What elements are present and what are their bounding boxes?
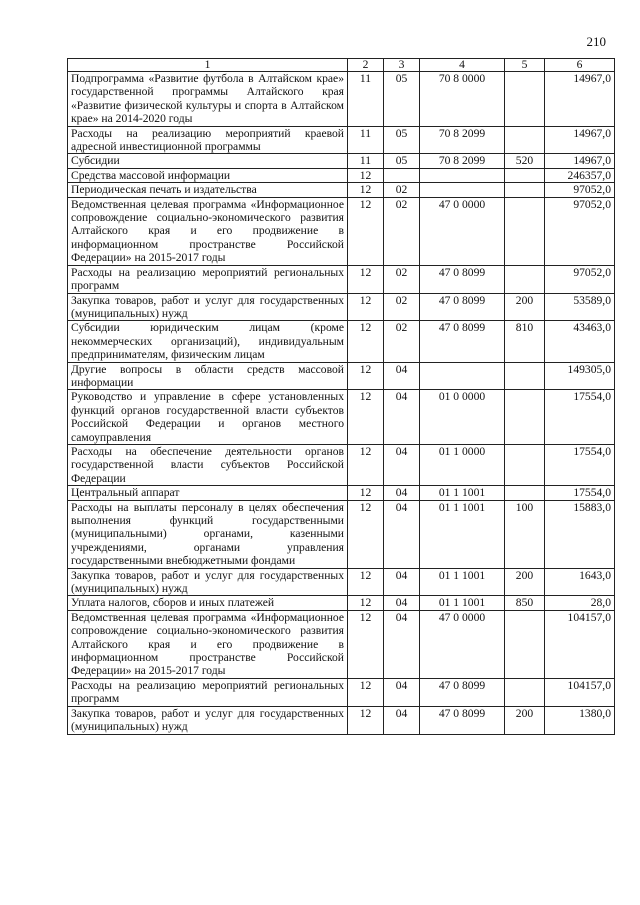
subsection-code: 04 xyxy=(384,500,420,568)
target-article-code: 47 0 8099 xyxy=(420,678,505,706)
subsection-code: 04 xyxy=(384,362,420,390)
section-code: 11 xyxy=(348,154,384,168)
expense-type-code xyxy=(505,362,545,390)
expense-name: Центральный аппарат xyxy=(68,486,348,500)
target-article-code: 47 0 8099 xyxy=(420,706,505,734)
column-header: 4 xyxy=(420,59,505,72)
expense-type-code: 100 xyxy=(505,500,545,568)
target-article-code: 47 0 8099 xyxy=(420,293,505,321)
amount: 17554,0 xyxy=(545,444,615,485)
subsection-code: 02 xyxy=(384,265,420,293)
subsection-code: 02 xyxy=(384,183,420,197)
expense-name: Расходы на реализацию мероприятий региональных программ xyxy=(68,265,348,293)
table-row xyxy=(68,568,615,596)
expense-name: Ведомственная целевая программа «Информационное сопровождение социально-экономического развития Алтайского края и его продвижение в информационном пространстве Российской Федерации» на 2015-2017 годы xyxy=(68,197,348,265)
expense-name: Закупка товаров, работ и услуг для государственных (муниципальных) нужд xyxy=(68,706,348,734)
section-code: 12 xyxy=(348,596,384,610)
expense-type-code: 520 xyxy=(505,154,545,168)
amount: 14967,0 xyxy=(545,154,615,168)
target-article-code xyxy=(420,362,505,390)
expense-type-code: 850 xyxy=(505,596,545,610)
expense-type-code: 810 xyxy=(505,321,545,362)
subsection-code: 02 xyxy=(384,197,420,265)
subsection-code: 02 xyxy=(384,321,420,362)
expense-name: Ведомственная целевая программа «Информационное сопровождение социально-экономического развития Алтайского края и его продвижение в информационном пространстве Российской Федерации» на 2015-2017 годы xyxy=(68,610,348,678)
expense-type-code xyxy=(505,678,545,706)
amount: 17554,0 xyxy=(545,486,615,500)
expense-type-code: 200 xyxy=(505,293,545,321)
section-code: 12 xyxy=(348,706,384,734)
table-row xyxy=(68,293,615,321)
section-code: 11 xyxy=(348,72,384,127)
amount: 1643,0 xyxy=(545,568,615,596)
expense-type-code xyxy=(505,168,545,182)
target-article-code: 47 0 0000 xyxy=(420,610,505,678)
target-article-code: 01 1 1001 xyxy=(420,500,505,568)
subsection-code: 05 xyxy=(384,126,420,154)
amount: 246357,0 xyxy=(545,168,615,182)
expense-name: Закупка товаров, работ и услуг для государственных (муниципальных) нужд xyxy=(68,293,348,321)
table-body xyxy=(68,72,615,735)
target-article-code: 70 8 2099 xyxy=(420,126,505,154)
table-row xyxy=(68,265,615,293)
column-header: 6 xyxy=(545,59,615,72)
expense-name: Руководство и управление в сфере установленных функций органов государственной власти субъектов Российской Федерации и органов местного самоуправления xyxy=(68,390,348,445)
amount: 14967,0 xyxy=(545,72,615,127)
subsection-code: 04 xyxy=(384,678,420,706)
table-row xyxy=(68,183,615,197)
section-code: 12 xyxy=(348,168,384,182)
expense-name: Подпрограмма «Развитие футбола в Алтайском крае» государственной программы Алтайского края «Развитие физической культуры и спорта в Алтайском крае» на 2014-2020 годы xyxy=(68,72,348,127)
expense-type-code xyxy=(505,610,545,678)
expense-name: Расходы на выплаты персоналу в целях обеспечения выполнения функций государственными (муниципальными) органами, казенными учреждениями, органами управления государственными внебюджетными фондами xyxy=(68,500,348,568)
subsection-code xyxy=(384,168,420,182)
subsection-code: 05 xyxy=(384,72,420,127)
amount: 15883,0 xyxy=(545,500,615,568)
expense-type-code xyxy=(505,265,545,293)
expense-type-code xyxy=(505,72,545,127)
section-code: 12 xyxy=(348,390,384,445)
amount: 104157,0 xyxy=(545,678,615,706)
amount: 97052,0 xyxy=(545,265,615,293)
table-row xyxy=(68,706,615,734)
column-header: 1 xyxy=(68,59,348,72)
amount: 14967,0 xyxy=(545,126,615,154)
expense-name: Расходы на обеспечение деятельности органов государственной власти субъектов Российской Федерации xyxy=(68,444,348,485)
expense-name: Расходы на реализацию мероприятий краевой адресной инвестиционной программы xyxy=(68,126,348,154)
page-number: 210 xyxy=(586,34,606,49)
table-row xyxy=(68,72,615,127)
expense-name: Средства массовой информации xyxy=(68,168,348,182)
target-article-code xyxy=(420,168,505,182)
section-code: 12 xyxy=(348,293,384,321)
subsection-code: 04 xyxy=(384,706,420,734)
expense-type-code xyxy=(505,486,545,500)
expense-type-code xyxy=(505,197,545,265)
subsection-code: 04 xyxy=(384,568,420,596)
expense-type-code: 200 xyxy=(505,568,545,596)
expense-name: Периодическая печать и издательства xyxy=(68,183,348,197)
subsection-code: 04 xyxy=(384,610,420,678)
section-code: 12 xyxy=(348,183,384,197)
table-row xyxy=(68,197,615,265)
table-row xyxy=(68,168,615,182)
column-header: 3 xyxy=(384,59,420,72)
target-article-code: 47 0 0000 xyxy=(420,197,505,265)
subsection-code: 04 xyxy=(384,486,420,500)
expense-name: Уплата налогов, сборов и иных платежей xyxy=(68,596,348,610)
subsection-code: 05 xyxy=(384,154,420,168)
table-row xyxy=(68,678,615,706)
expense-type-code: 200 xyxy=(505,706,545,734)
table-row xyxy=(68,596,615,610)
table-row xyxy=(68,154,615,168)
table-row xyxy=(68,390,615,445)
target-article-code: 01 1 1001 xyxy=(420,568,505,596)
amount: 17554,0 xyxy=(545,390,615,445)
expense-name: Расходы на реализацию мероприятий региональных программ xyxy=(68,678,348,706)
target-article-code: 70 8 0000 xyxy=(420,72,505,127)
subsection-code: 04 xyxy=(384,444,420,485)
target-article-code: 01 0 0000 xyxy=(420,390,505,445)
amount: 43463,0 xyxy=(545,321,615,362)
expense-name: Субсидии xyxy=(68,154,348,168)
table-row xyxy=(68,500,615,568)
section-code: 12 xyxy=(348,568,384,596)
target-article-code: 70 8 2099 xyxy=(420,154,505,168)
section-code: 12 xyxy=(348,500,384,568)
amount: 1380,0 xyxy=(545,706,615,734)
section-code: 12 xyxy=(348,197,384,265)
expense-name: Закупка товаров, работ и услуг для государственных (муниципальных) нужд xyxy=(68,568,348,596)
target-article-code: 01 1 0000 xyxy=(420,444,505,485)
subsection-code: 04 xyxy=(384,596,420,610)
expense-type-code xyxy=(505,183,545,197)
section-code: 12 xyxy=(348,610,384,678)
column-header-row xyxy=(68,59,615,72)
subsection-code: 04 xyxy=(384,390,420,445)
expense-type-code xyxy=(505,126,545,154)
target-article-code: 01 1 1001 xyxy=(420,596,505,610)
section-code: 12 xyxy=(348,362,384,390)
column-header: 5 xyxy=(505,59,545,72)
target-article-code: 47 0 8099 xyxy=(420,321,505,362)
expense-type-code xyxy=(505,390,545,445)
section-code: 12 xyxy=(348,444,384,485)
section-code: 12 xyxy=(348,321,384,362)
subsection-code: 02 xyxy=(384,293,420,321)
section-code: 12 xyxy=(348,678,384,706)
amount: 97052,0 xyxy=(545,197,615,265)
amount: 53589,0 xyxy=(545,293,615,321)
table-row xyxy=(68,444,615,485)
section-code: 12 xyxy=(348,486,384,500)
section-code: 11 xyxy=(348,126,384,154)
table-row xyxy=(68,610,615,678)
budget-table xyxy=(67,58,615,735)
table-row xyxy=(68,362,615,390)
column-header: 2 xyxy=(348,59,384,72)
expense-name: Другие вопросы в области средств массовой информации xyxy=(68,362,348,390)
amount: 104157,0 xyxy=(545,610,615,678)
section-code: 12 xyxy=(348,265,384,293)
expense-name: Субсидии юридическим лицам (кроме некоммерческих организаций), индивидуальным предпринимателям, физическим лицам xyxy=(68,321,348,362)
target-article-code: 01 1 1001 xyxy=(420,486,505,500)
amount: 97052,0 xyxy=(545,183,615,197)
expense-type-code xyxy=(505,444,545,485)
target-article-code: 47 0 8099 xyxy=(420,265,505,293)
amount: 28,0 xyxy=(545,596,615,610)
amount: 149305,0 xyxy=(545,362,615,390)
table-row xyxy=(68,126,615,154)
table-row xyxy=(68,486,615,500)
target-article-code xyxy=(420,183,505,197)
table-row xyxy=(68,321,615,362)
